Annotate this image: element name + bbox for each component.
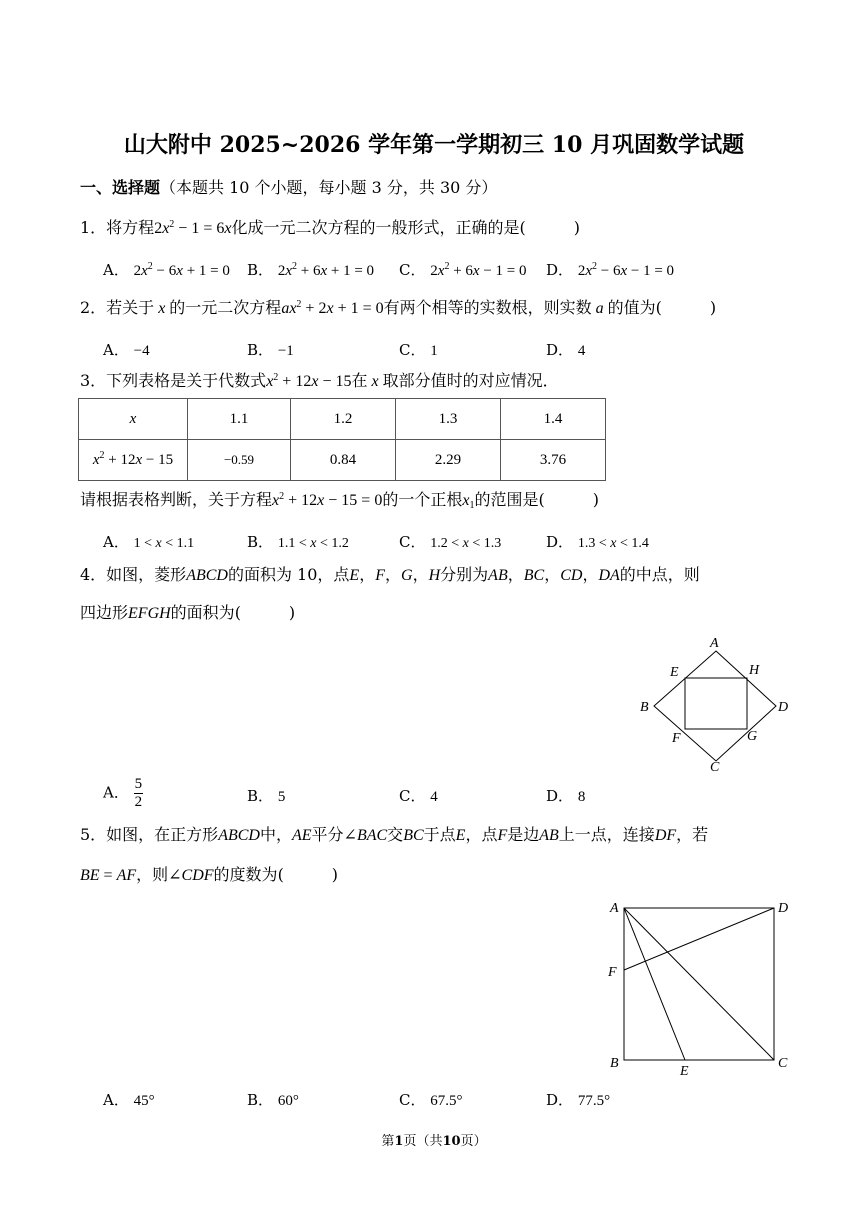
question-4-line2 xyxy=(80,602,295,625)
segment-ae xyxy=(624,908,685,1060)
q4-line2b: 的面积为 xyxy=(170,603,235,622)
q1-paren: ( ) xyxy=(519,218,580,237)
q1-option-d-expr: $2x^2 - 6x - 1 = 0$ xyxy=(577,261,675,279)
q2-mid3: 的值为 xyxy=(607,298,656,317)
table-cell: 1.1 xyxy=(188,399,291,440)
q4-option-d-label: D． xyxy=(546,787,574,805)
diagonal-ac xyxy=(624,908,774,1060)
label-f: F xyxy=(672,731,681,746)
q3-equation: $x^2 + 12x - 15 = 0$ xyxy=(272,491,383,509)
table-cell: 1.4 xyxy=(501,399,606,440)
q4-option-b-value: 5 xyxy=(277,789,286,805)
q5-line1d: 交 xyxy=(387,825,404,844)
q2-option-d-label: D． xyxy=(546,341,574,359)
rhombus-figure xyxy=(630,630,800,780)
q5-line1f: ，点 xyxy=(465,825,498,844)
q2-option-c-value: 1 xyxy=(430,343,438,359)
q5-line1: 5．如图，在正方形 xyxy=(80,825,219,844)
q4-option-c[interactable] xyxy=(399,785,438,806)
q3-root: $x_1$ xyxy=(462,492,475,511)
q1-option-c-label: C． xyxy=(399,261,426,279)
q5-option-a-value: 45° xyxy=(133,1093,155,1109)
q1-option-b[interactable] xyxy=(247,259,374,280)
q5-option-b-value: 60° xyxy=(277,1093,299,1109)
question-4: 4．如图，菱形ABCD的面积为 10，点E，F，G，H分别为AB，BC，CD，DA的中点，则 xyxy=(80,565,700,584)
q4-line1: 4．如图，菱形 xyxy=(80,565,187,584)
q2-option-d[interactable] xyxy=(546,339,585,360)
q5-option-b[interactable] xyxy=(247,1089,299,1110)
footer-page-number: 1 xyxy=(394,1134,404,1149)
q4-option-a-fraction xyxy=(134,776,144,811)
label-f: F xyxy=(608,965,617,980)
q5-option-a[interactable] xyxy=(103,1089,155,1110)
q1-option-b-label: B． xyxy=(247,261,274,279)
label-d: D xyxy=(778,700,789,715)
q1-option-d[interactable] xyxy=(546,259,674,280)
q5-line1c: 平分 xyxy=(311,825,344,844)
q5-option-d[interactable] xyxy=(546,1089,610,1110)
q3-option-b-label: B． xyxy=(247,533,274,551)
q4-fraction-num: 5 xyxy=(134,776,143,792)
table-row xyxy=(79,440,606,481)
q4-option-b-label: B． xyxy=(247,787,274,805)
section-note: （本题共 10 个小题，每小题 3 分，共 30 分） xyxy=(160,178,498,197)
q3-line2-mid: 的一个正根 xyxy=(382,490,463,509)
q1-option-c[interactable] xyxy=(399,259,527,280)
question-5: 5．如图，在正方形ABCD中，AE平分∠BAC交BC于点E，点F是边AB上一点，连接DF，若 xyxy=(80,825,709,844)
q4-option-d-value: 8 xyxy=(577,789,586,805)
q3-option-c-label: C． xyxy=(399,533,426,551)
q2-option-a[interactable] xyxy=(103,339,150,360)
q1-option-a-expr: $2x^2 - 6x + 1 = 0$ xyxy=(133,261,230,279)
label-a: A xyxy=(710,636,719,651)
question-3 xyxy=(80,370,559,393)
q3-option-c-expr: 1.2 < x < 1.3 xyxy=(430,536,502,551)
label-d: D xyxy=(778,901,789,916)
q5-option-c-label: C． xyxy=(399,1091,426,1109)
question-1 xyxy=(80,217,580,240)
table-header-x: x xyxy=(79,399,188,440)
q2-equation: $ax^2 + 2x + 1 = 0$ xyxy=(281,299,384,317)
segment-df xyxy=(624,908,774,970)
label-b: B xyxy=(610,1056,619,1071)
q4-line1d: 的中点，则 xyxy=(619,565,700,584)
q2-option-c[interactable] xyxy=(399,339,438,360)
q3-option-d[interactable] xyxy=(546,531,649,552)
q1-option-a-label: A． xyxy=(103,261,129,279)
q5-option-c-value: 67.5° xyxy=(430,1093,463,1109)
q3-var-x: x xyxy=(367,373,383,390)
q5-line1g: 是边 xyxy=(507,825,540,844)
q3-prefix: 3．下列表格是关于代数式 xyxy=(80,371,267,390)
q4-line1c: 分别为 xyxy=(440,565,489,584)
footer-mid: 页（共 xyxy=(403,1134,443,1149)
q2-option-d-value: 4 xyxy=(577,343,586,359)
question-3-line2 xyxy=(80,489,599,512)
q4-option-c-label: C． xyxy=(399,787,426,805)
q4-points: E xyxy=(349,567,360,584)
q4-line2: 四边形 xyxy=(80,603,129,622)
label-a: A xyxy=(610,901,619,916)
label-g: G xyxy=(747,729,758,744)
q2-option-a-label: A． xyxy=(103,341,129,359)
table-cell: 1.3 xyxy=(396,399,501,440)
q3-option-a-label: A． xyxy=(103,533,129,551)
q5-option-d-value: 77.5° xyxy=(577,1093,611,1109)
q2-paren: ( ) xyxy=(655,298,717,317)
q4-option-a[interactable] xyxy=(103,776,143,811)
q2-option-b[interactable] xyxy=(247,339,294,360)
page-footer xyxy=(0,1130,868,1149)
q5-line1h: 上一点，连接 xyxy=(558,825,655,844)
q2-option-b-label: B． xyxy=(247,341,274,359)
q5-paren: ( ) xyxy=(277,865,339,884)
q4-option-b[interactable] xyxy=(247,785,285,806)
q5-line2b: ，则 xyxy=(136,865,169,884)
q3-expression: $x^2 + 12x - 15$ xyxy=(266,372,352,390)
q4-ABCD: ABCD xyxy=(186,567,228,584)
q1-suffix: 化成一元二次方程的一般形式，正确的是 xyxy=(231,218,520,237)
q2-prefix: 2．若关于 xyxy=(80,298,155,317)
q3-option-a-expr: 1 < x < 1.1 xyxy=(133,536,195,551)
q5-line1e: 于点 xyxy=(423,825,456,844)
q3-option-d-expr: 1.3 < x < 1.4 xyxy=(577,536,649,551)
q2-option-a-value: −4 xyxy=(133,343,150,359)
label-h: H xyxy=(749,663,760,678)
q1-prefix: 1．将方程 xyxy=(80,218,155,237)
section-heading xyxy=(80,177,497,199)
label-c: C xyxy=(778,1056,788,1071)
q5-option-a-label: A． xyxy=(103,1091,129,1109)
q1-option-d-label: D． xyxy=(546,261,574,279)
table-header-expr: $x^2 + 12x - 15$ xyxy=(79,440,188,481)
q4-option-c-value: 4 xyxy=(430,789,438,805)
q2-option-c-label: C． xyxy=(399,341,426,359)
q5-line1b: 中， xyxy=(259,825,292,844)
q5-line2c: 的度数为 xyxy=(213,865,278,884)
q1-option-c-expr: $2x^2 + 6x - 1 = 0$ xyxy=(430,261,527,279)
q3-line2-prefix: 请根据表格判断，关于方程 xyxy=(80,490,273,509)
q4-EFGH: EFGH xyxy=(128,605,171,622)
q4-option-d[interactable] xyxy=(546,785,585,806)
label-c: C xyxy=(710,760,720,775)
q3-option-b-expr: 1.1 < x < 1.2 xyxy=(277,536,349,551)
q4-fraction-den: 2 xyxy=(134,794,143,810)
q3-option-a[interactable] xyxy=(103,531,194,552)
table-cell: 3.76 xyxy=(501,440,606,481)
table-cell: −0.59 xyxy=(188,440,291,481)
q3-option-d-label: D． xyxy=(546,533,574,551)
q5-option-d-label: D． xyxy=(546,1091,574,1109)
q3-suffix: 取部分值时的对应情况． xyxy=(382,371,559,390)
q3-mid: 在 xyxy=(351,371,368,390)
section-title: 一、选择题 xyxy=(80,178,161,197)
q1-equation: $2x^2 - 1 = 6x$ xyxy=(154,219,232,237)
q3-option-c[interactable] xyxy=(399,531,501,552)
footer-pre: 第 xyxy=(381,1134,395,1149)
q4-paren: ( ) xyxy=(234,603,296,622)
q2-var-x: x xyxy=(154,300,170,317)
q5-condition: BE = AF xyxy=(80,867,137,884)
question-2 xyxy=(80,297,716,320)
q4-line1b: 的面积为 10，点 xyxy=(227,565,350,584)
q2-mid2: 有两个相等的实数根，则实数 xyxy=(383,298,592,317)
label-e: E xyxy=(680,1064,689,1079)
q3-option-b[interactable] xyxy=(247,531,349,552)
table-cell: 2.29 xyxy=(396,440,501,481)
page-title: 山大附中 2025~2026 学年第一学期初三 10 月巩固数学试题 xyxy=(123,132,745,158)
square-figure xyxy=(600,895,800,1080)
footer-post: 页） xyxy=(460,1134,487,1149)
q2-option-b-value: −1 xyxy=(277,343,294,359)
q3-paren: ( ) xyxy=(538,490,599,509)
question-5-line2: BE = AF，则∠CDF的度数为( ) xyxy=(80,865,339,884)
q5-option-b-label: B． xyxy=(247,1091,274,1109)
q4-option-a-label: A． xyxy=(103,783,129,802)
label-e: E xyxy=(670,665,679,680)
table-cell: 0.84 xyxy=(291,440,396,481)
table-row xyxy=(79,399,606,440)
q3-line2-suffix: 的范围是 xyxy=(474,490,539,509)
rectangle-efgh xyxy=(685,678,747,729)
q5-line1i: ，若 xyxy=(676,825,709,844)
q1-option-b-expr: $2x^2 + 6x + 1 = 0$ xyxy=(277,261,375,279)
footer-total-pages: 10 xyxy=(442,1134,461,1149)
q1-option-a[interactable] xyxy=(103,259,230,280)
table-cell: 1.2 xyxy=(291,399,396,440)
label-b: B xyxy=(640,700,649,715)
q5-option-c[interactable] xyxy=(399,1089,463,1110)
value-table xyxy=(78,398,606,481)
q2-mid1: 的一元二次方程 xyxy=(169,298,282,317)
q2-var-a: a xyxy=(591,300,608,317)
